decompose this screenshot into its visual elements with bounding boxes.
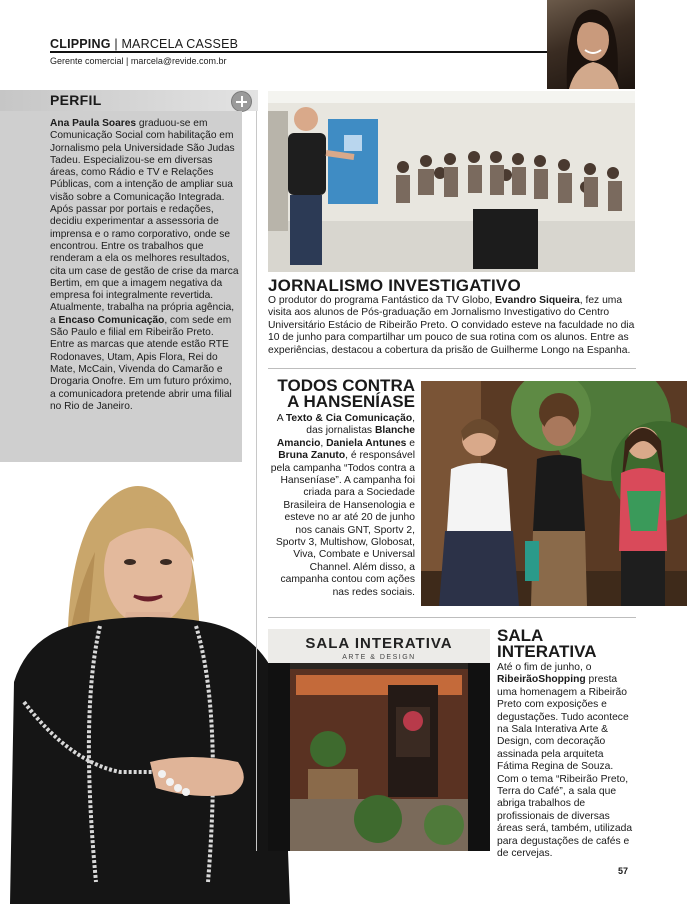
article-text-part: Até o fim de junho, o bbox=[497, 662, 592, 673]
perfil-text bbox=[50, 118, 240, 413]
page-number: 57 bbox=[618, 866, 629, 876]
title-line: A HANSENÍASE bbox=[287, 392, 415, 411]
column-header bbox=[50, 37, 238, 51]
three-women-photo bbox=[421, 381, 687, 606]
article-text-part: presta uma homenagem a Ribeirão Preto com exposições e degustações. Tudo acontece na Sala Interativa Arte & Design, com decoração assinada pela arquiteta Fátima Regina de Souza. Com o tema “Ribeirão Preto, Terra do Café”, a sala que abriga trabalhos de profissionais de diversas áreas será, também, utilizada para degustações de cafés e de cervejas. bbox=[497, 674, 633, 860]
article-text-part: A bbox=[276, 413, 286, 424]
store-sign-name: SALA INTERATIVA bbox=[305, 635, 453, 652]
column-divider bbox=[256, 111, 257, 851]
article-highlight: Bruna Zanuto bbox=[278, 450, 346, 462]
article-text-part: , fez uma visita aos alunos de Pós-graduação em Jornalismo Investigativo do Centro Universitário Estácio de Ribeirão Preto. O convidado esteve na faculdade no dia 10 de junho para compartilhar um pouco de sua rotina com os alunos. Entre as experiências, destacou a cobertura da prisão de Guilherme Longo na Espanha. bbox=[268, 295, 635, 356]
article-text-part: , é responsável pela campanha “Todos contra a Hanseníase”. A campanha foi criada para a Sociedade Brasileira de Hansenologia e esteve no ar até 20 de junho nos canais GNT, Sportv 2, Sportv 3, Multishow, Globosat, Viva, Combate e Universal Channel. Além disso, a campanha contou com ações nas redes sociais. bbox=[270, 450, 415, 598]
article-title-sala bbox=[497, 628, 637, 660]
article-highlight: Blanche Amancio bbox=[276, 425, 415, 449]
header-rule bbox=[50, 51, 547, 53]
perfil-person-name: Ana Paula Soares bbox=[50, 118, 137, 129]
author-role-email: Gerente comercial | marcela@revide.com.br bbox=[50, 56, 227, 66]
article-text-part: , bbox=[320, 437, 327, 449]
sala-interativa-photo bbox=[268, 629, 490, 851]
header-separator: | bbox=[110, 37, 122, 51]
perfil-text-part: , com sede em São Paulo e filial em Ribeirão Preto. Entre as marcas que atende estão RTE Rodonaves, Utam, Apis Flora, Rei do Mate, McCain, Vivenda do Camarão e Drogaria Onofre. Em um futuro próximo, a comunicadora pretende abrir uma filial no Rio de Janeiro. bbox=[50, 314, 232, 412]
article-text-part: e bbox=[406, 437, 415, 449]
article-highlight: Daniela Antunes bbox=[326, 437, 407, 449]
article-highlight: Texto & Cia Comunicação bbox=[285, 413, 413, 424]
perfil-portrait-photo bbox=[0, 462, 298, 904]
article-title-hanseniase bbox=[268, 378, 415, 410]
perfil-title-bar bbox=[0, 90, 258, 111]
article-body-hanseniase bbox=[268, 413, 415, 599]
title-line: SALA bbox=[497, 626, 544, 645]
article-text-part: O produtor do programa Fantástico da TV Globo, bbox=[268, 295, 496, 306]
perfil-title: PERFIL bbox=[50, 92, 102, 108]
plus-circle-icon bbox=[231, 91, 252, 112]
article-text-part: , das jornalistas bbox=[306, 413, 415, 437]
article-highlight: RibeirãoShopping bbox=[497, 674, 586, 686]
title-line: INTERATIVA bbox=[497, 642, 597, 661]
perfil-agency-name: Encaso Comunicação bbox=[58, 314, 165, 326]
article-title-jornalismo: JORNALISMO INVESTIGATIVO bbox=[268, 276, 521, 295]
author-name: MARCELA CASSEB bbox=[121, 37, 239, 51]
article-body-jornalismo bbox=[268, 295, 636, 357]
article-separator bbox=[268, 617, 636, 618]
title-line: TODOS CONTRA bbox=[277, 376, 415, 395]
author-photo bbox=[547, 0, 635, 89]
article-separator bbox=[268, 368, 636, 369]
store-sign-tagline: ARTE & DESIGN bbox=[342, 654, 416, 661]
perfil-text-part: graduou-se em Comunicação Social com habilitação em Jornalismo pela Universidade São Judas Tadeu. Especializou-se em diversas áreas, como Rádio e TV e Relações Públicas, com a intenção de ampliar sua visão sobre a Comunicação Integrada. Após passar por portais e redações, decidiu experimentar a assessoria de imprensa e o ramo corporativo, onde se encontrou. Entre os trabalhos que renderam a ela os melhores resultados, cita um case de gestão de crise da marca Bertim, em que a imagem negativa da empresa foi integralmente revertida. Atualmente, trabalha na própria agência, a bbox=[50, 118, 239, 326]
article-highlight: Evandro Siqueira bbox=[495, 295, 580, 306]
article-body-sala bbox=[497, 662, 637, 861]
section-name: CLIPPING bbox=[50, 37, 111, 51]
classroom-photo bbox=[268, 91, 635, 272]
